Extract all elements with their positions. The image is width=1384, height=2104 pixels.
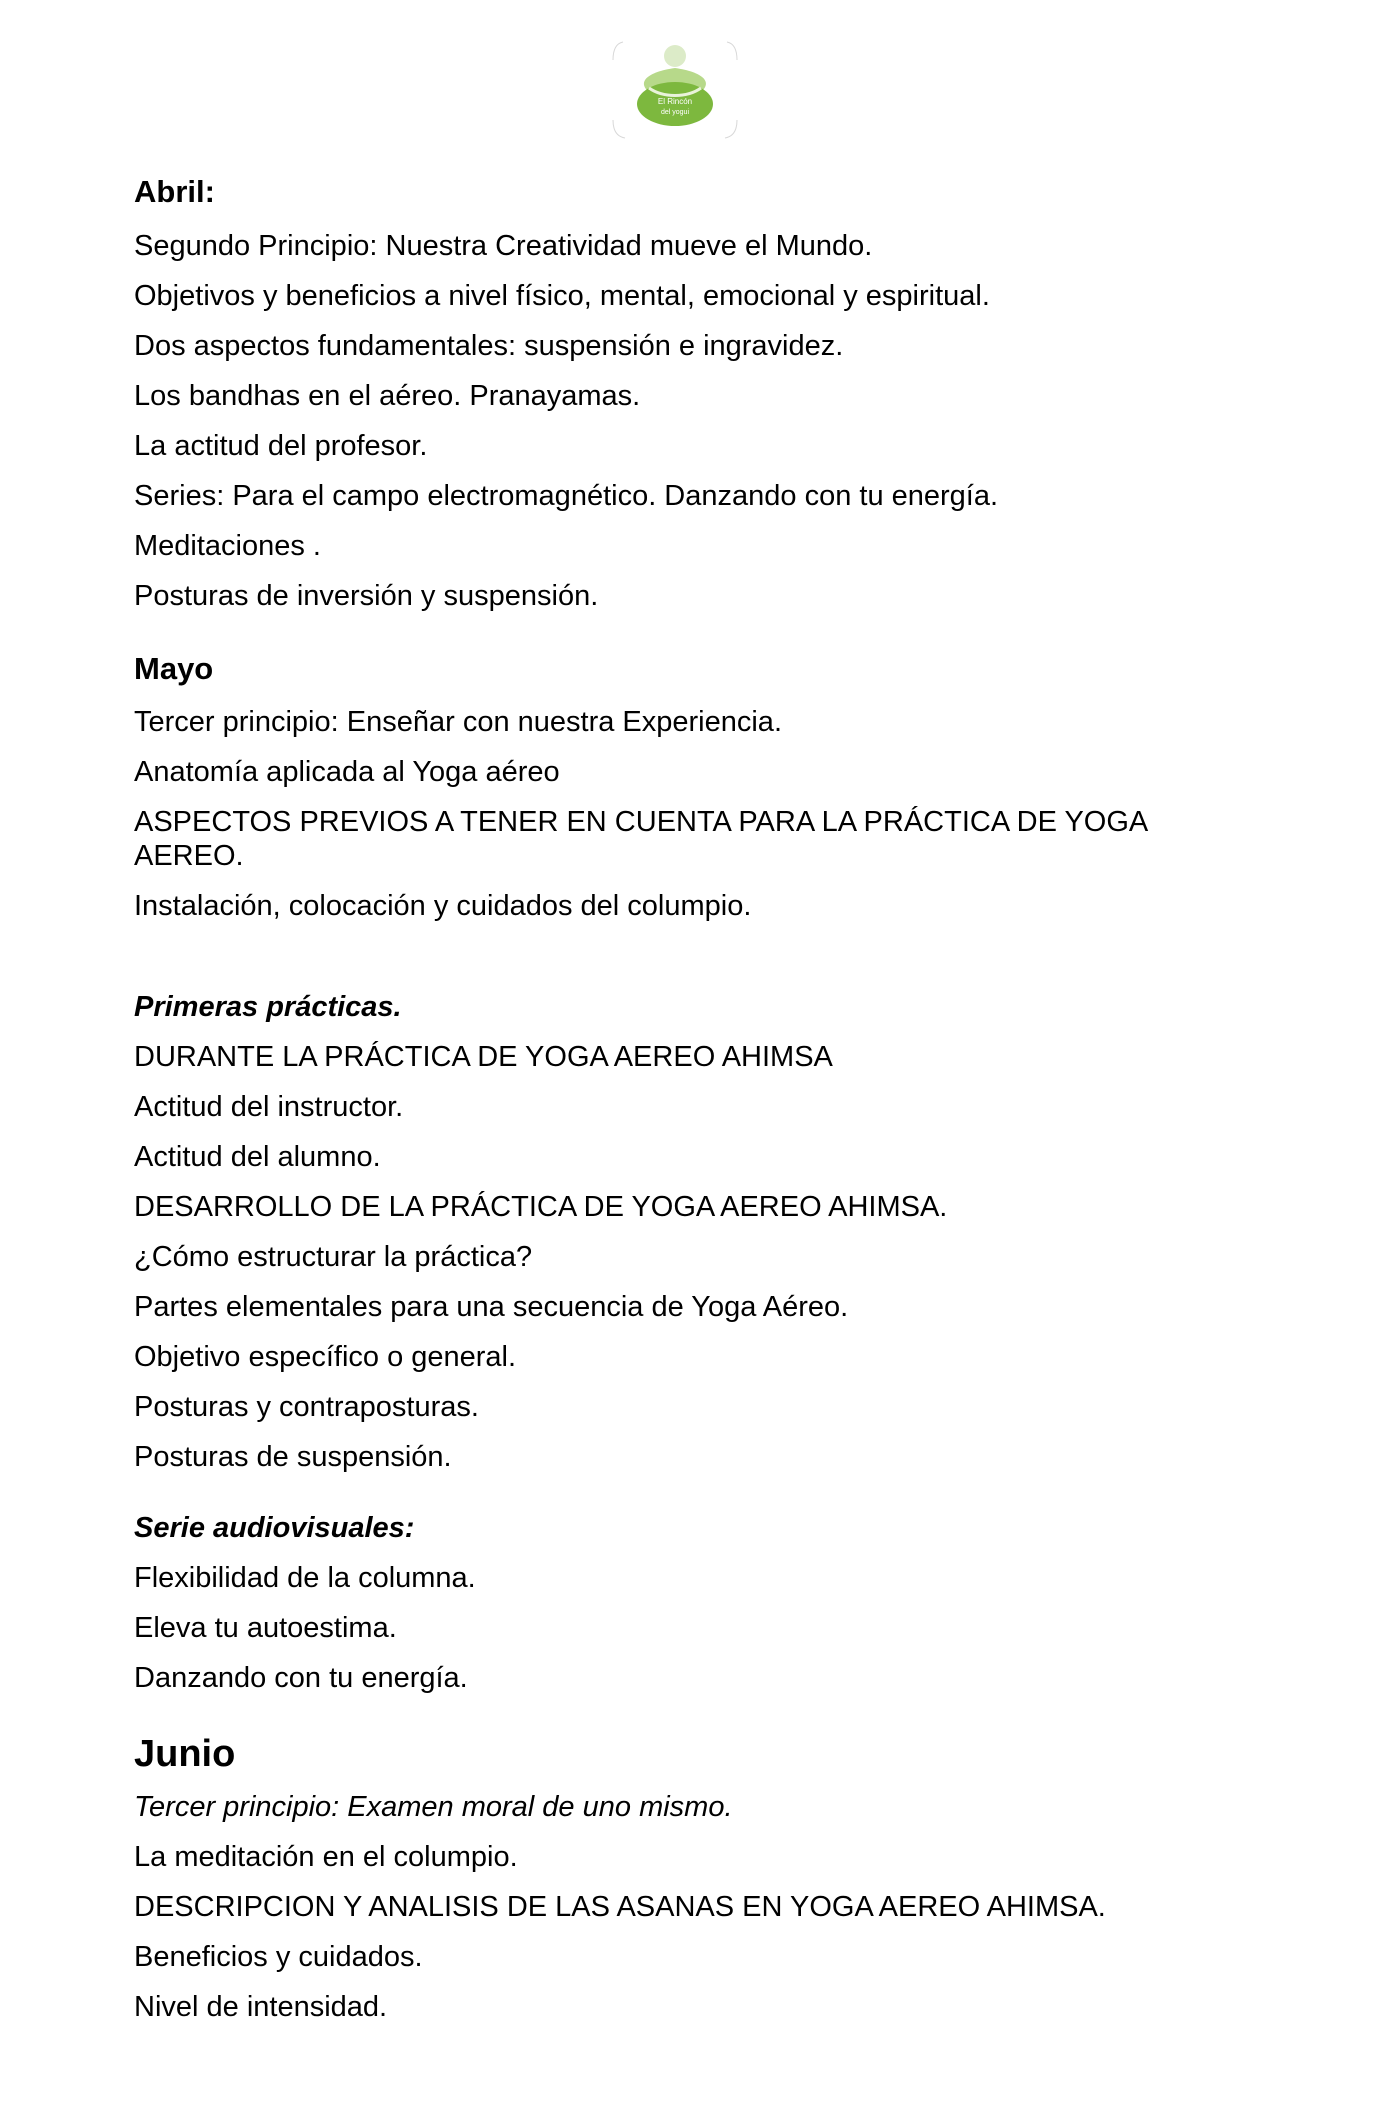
abril-item: Posturas de inversión y suspensión.: [134, 580, 599, 612]
mayo-item: ASPECTOS PREVIOS A TENER EN CUENTA PARA LA PRÁCTICA DE YOGA AEREO.: [134, 806, 1147, 872]
abril-item: Segundo Principio: Nuestra Creatividad mueve el Mundo.: [134, 230, 873, 262]
junio-item: DESCRIPCION Y ANALISIS DE LAS ASANAS EN YOGA AEREO AHIMSA.: [134, 1891, 1106, 1923]
junio-item: Nivel de intensidad.: [134, 1991, 388, 2023]
abril-item: Objetivos y beneficios a nivel físico, mental, emocional y espiritual.: [134, 280, 990, 312]
junio-subheading: Tercer principio: Examen moral de uno mismo.: [134, 1791, 733, 1823]
primeras-item: Actitud del alumno.: [134, 1141, 381, 1173]
heading-junio: Junio: [134, 1733, 236, 1775]
abril-item: La actitud del profesor.: [134, 430, 428, 462]
yoga-logo: [609, 38, 741, 142]
heading-primeras-practicas: Primeras prácticas.: [134, 991, 402, 1023]
abril-item: Los bandhas en el aéreo. Pranayamas.: [134, 380, 641, 412]
junio-item: Beneficios y cuidados.: [134, 1941, 423, 1973]
mayo-item: Anatomía aplicada al Yoga aéreo: [134, 756, 560, 788]
mayo-item: Instalación, colocación y cuidados del columpio.: [134, 890, 752, 922]
abril-item: Series: Para el campo electromagnético. Danzando con tu energía.: [134, 480, 999, 512]
primeras-item: DESARROLLO DE LA PRÁCTICA DE YOGA AEREO AHIMSA.: [134, 1191, 948, 1223]
heading-serie-audiovisuales: Serie audiovisuales:: [134, 1512, 415, 1544]
logo-text-line2: del yogui: [660, 109, 690, 116]
primeras-item: Partes elementales para una secuencia de Yoga Aéreo.: [134, 1291, 849, 1323]
mayo-item: Tercer principio: Enseñar con nuestra Experiencia.: [134, 706, 782, 738]
serie-item: Danzando con tu energía.: [134, 1662, 468, 1694]
serie-item: Eleva tu autoestima.: [134, 1612, 397, 1644]
abril-item: Dos aspectos fundamentales: suspensión e ingravidez.: [134, 330, 844, 362]
primeras-item: Actitud del instructor.: [134, 1091, 404, 1123]
serie-item: Flexibilidad de la columna.: [134, 1562, 476, 1594]
primeras-item: DURANTE LA PRÁCTICA DE YOGA AEREO AHIMSA: [134, 1041, 833, 1073]
primeras-item: Objetivo específico o general.: [134, 1341, 517, 1373]
heading-mayo: Mayo: [134, 651, 214, 686]
primeras-item: Posturas y contraposturas.: [134, 1391, 479, 1423]
primeras-item: Posturas de suspensión.: [134, 1441, 452, 1473]
logo-text-line1: El Rincón: [657, 97, 693, 106]
heading-abril: Abril:: [134, 174, 215, 209]
junio-item: La meditación en el columpio.: [134, 1841, 518, 1873]
abril-item: Meditaciones .: [134, 530, 321, 562]
primeras-item: ¿Cómo estructurar la práctica?: [134, 1241, 533, 1273]
